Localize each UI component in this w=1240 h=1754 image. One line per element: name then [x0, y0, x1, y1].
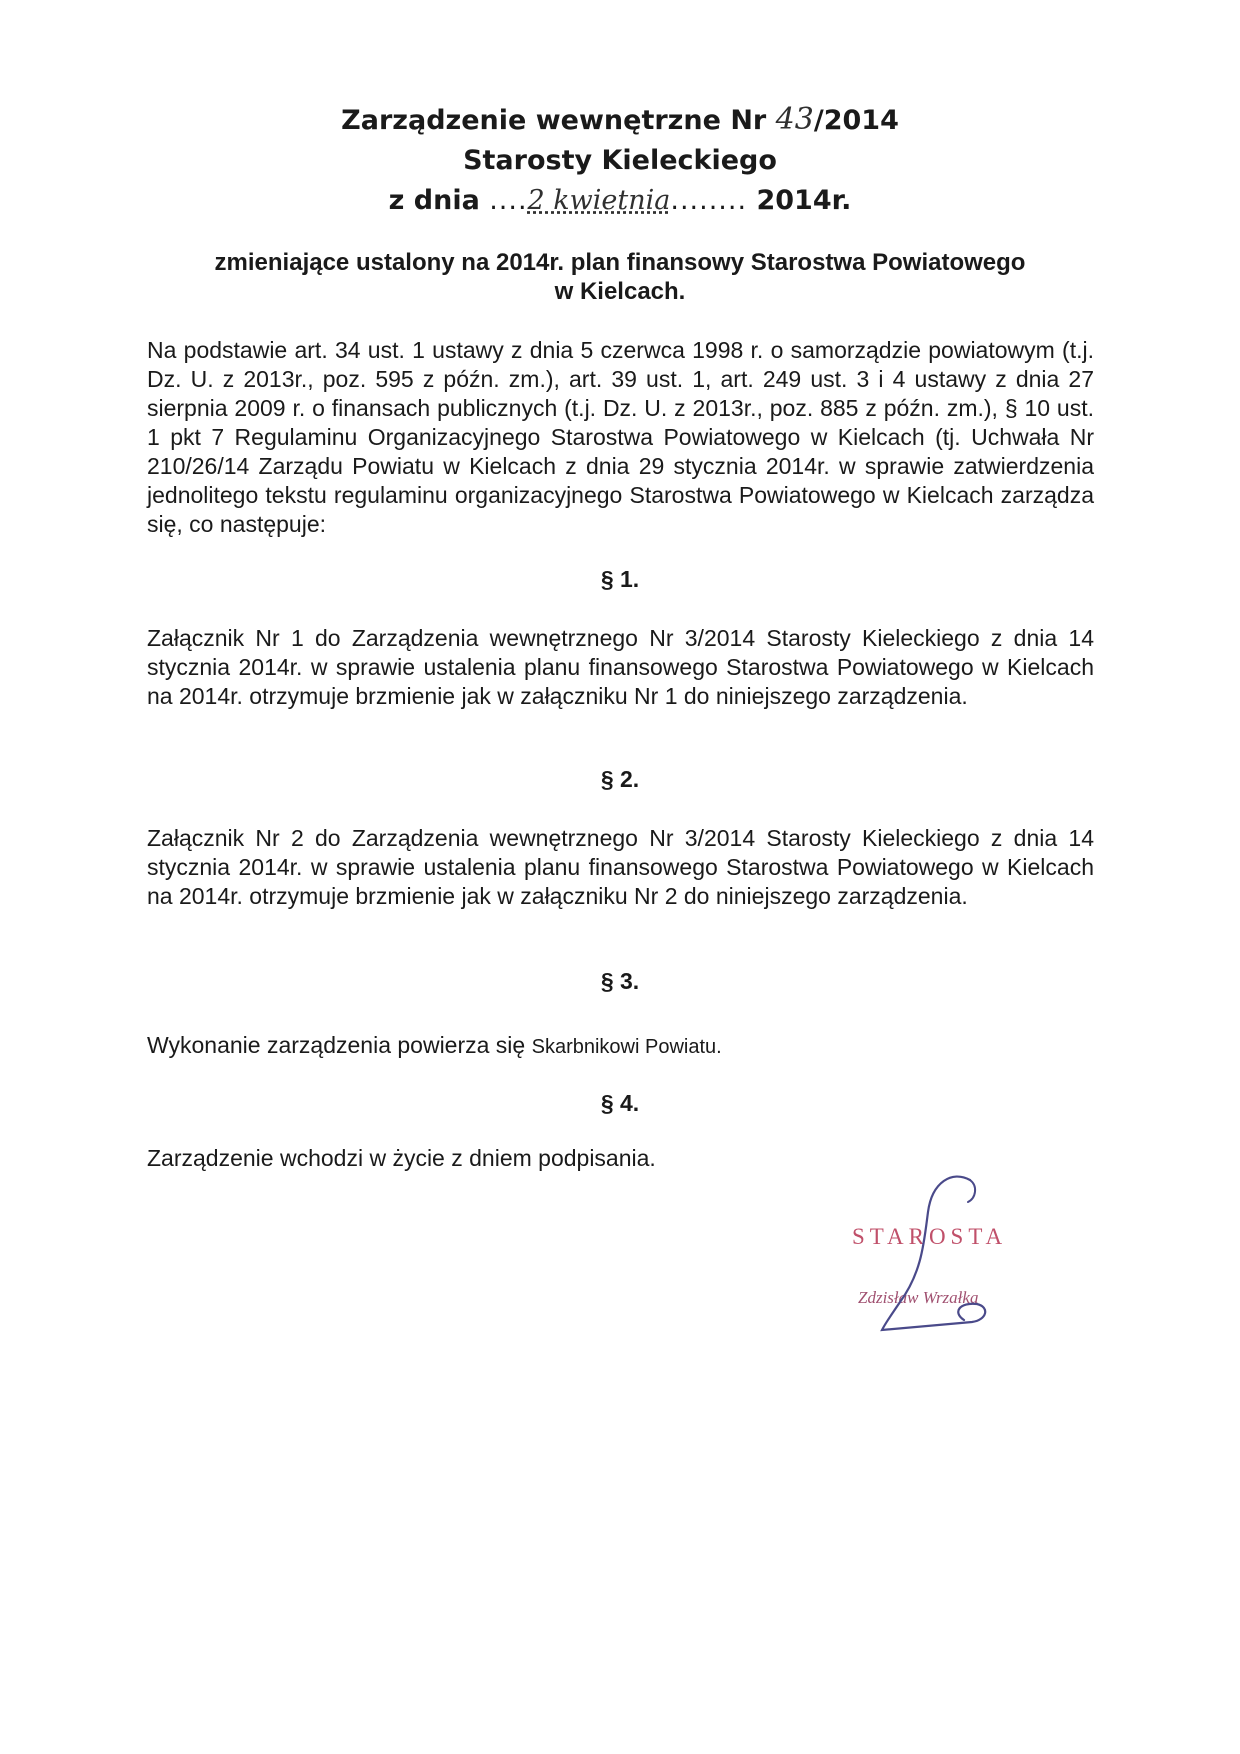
preamble-paragraph: Na podstawie art. 34 ust. 1 ustawy z dnia 5 czerwca 1998 r. o samorządzie powiatowym (t.j. Dz. U. z 2013r., poz. 595 z późn. zm.), art. 39 ust. 1, art. 249 ust. 3 i 4 ustawy z dnia 27 sierpnia 2009 r. o finansach publicznych (t.j. Dz. U. z 2013r., poz. 885 z późn. zm.), § 10 ust. 1 pkt 7 Regulaminu Organizacyjnego Starostwa Powiatowego w Kielcach (tj. Uchwała Nr 210/26/14 Zarządu Powiatu w Kielcach z dnia 29 stycznia 2014r. w sprawie zatwierdzenia jednolitego tekstu regulaminu organizacyjnego Starostwa Powiatowego w Kielcach zarządza się, co następuje: [147, 337, 1094, 537]
date-dots-left: .... [489, 185, 528, 216]
section-3-text [147, 1031, 1094, 1062]
section-2-heading: § 2. [600, 766, 640, 792]
section-2-text: Załącznik Nr 2 do Zarządzenia wewnętrznego Nr 3/2014 Starosty Kieleckiego z dnia 14 stycznia 2014r. w sprawie ustalenia planu finansowego Starostwa Powiatowego w Kielcach na 2014r. otrzymuje brzmienie jak w załączniku Nr 2 do niniejszego zarządzenia. [147, 825, 1094, 909]
document-header [0, 100, 1240, 221]
section-1-heading: § 1. [600, 566, 640, 592]
section-1-text: Załącznik Nr 1 do Zarządzenia wewnętrznego Nr 3/2014 Starosty Kieleckiego z dnia 14 stycznia 2014r. w sprawie ustalenia planu finansowego Starostwa Powiatowego w Kielcach na 2014r. otrzymuje brzmienie jak w załączniku Nr 1 do niniejszego zarządzenia. [147, 625, 1094, 709]
official-stamp [852, 1172, 1032, 1342]
subtitle-line-2: w Kielcach. [554, 278, 686, 305]
section-3-text-small: Skarbnikowi Powiatu. [531, 1036, 722, 1058]
handwritten-number: 43 [775, 102, 814, 137]
header-date-suffix: 2014r. [756, 185, 852, 216]
header-date-prefix: z dnia [388, 185, 480, 216]
document-subtitle [0, 248, 1240, 306]
section-4-text: Zarządzenie wchodzi w życie z dniem podpisania. [147, 1145, 656, 1171]
section-3-heading: § 3. [600, 968, 640, 994]
section-4-heading: § 4. [600, 1090, 640, 1116]
header-line-2: Starosty Kieleckiego [463, 145, 777, 176]
subtitle-line-1: zmieniające ustalony na 2014r. plan finansowy Starostwa Powiatowego [214, 249, 1026, 276]
handwritten-date: 2 kwietnia [527, 185, 671, 216]
header-line-3 [0, 181, 1240, 221]
header-title-prefix: Zarządzenie wewnętrzne Nr [341, 105, 767, 136]
date-dots-right: ........ [670, 185, 748, 216]
header-title-year: /2014 [813, 105, 899, 136]
stamp-title: STAROSTA [852, 1224, 1008, 1249]
header-line-1 [0, 100, 1240, 141]
section-3-text-main: Wykonanie zarządzenia powierza się [147, 1032, 526, 1058]
handwritten-signature [852, 1172, 1032, 1342]
stamp-name: Zdzisław Wrzałka [858, 1288, 979, 1307]
